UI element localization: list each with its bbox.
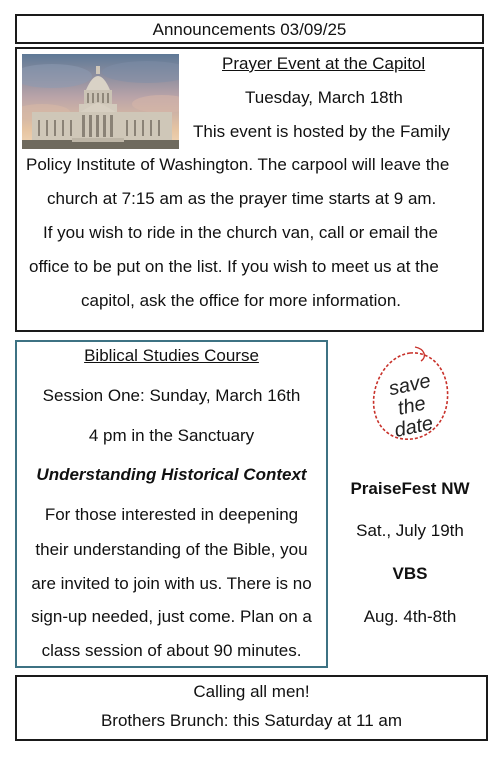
study-course-title: Biblical Studies Course — [84, 346, 259, 365]
biblical-studies-section — [15, 340, 328, 668]
vbs-title: VBS — [392, 564, 428, 583]
svg-text:save: save — [386, 369, 433, 401]
prayer-event-title: Prayer Event at the Capitol — [222, 54, 426, 73]
vbs-date: Aug. 4th-8th — [363, 607, 457, 626]
praisefest-date: Sat., July 19th — [356, 521, 464, 540]
study-text-line: their understanding of the Bible, you — [35, 540, 308, 559]
prayer-event-text-line: office to be put on the list. If you wish to meet us at the — [29, 257, 439, 276]
study-text-line: For those interested in deepening — [44, 505, 299, 524]
study-text-line: are invited to join with us. There is no — [31, 574, 312, 593]
save-the-date-section — [335, 340, 485, 668]
prayer-event-text-line: This event is hosted by the Family — [193, 122, 451, 141]
prayer-event-section — [15, 47, 484, 332]
mens-brunch-detail: Brothers Brunch: this Saturday at 11 am — [100, 711, 403, 730]
study-subtitle: Understanding Historical Context — [36, 465, 307, 484]
prayer-event-text-line: church at 7:15 am as the prayer time starts at 9 am. — [47, 189, 437, 208]
study-text-line: class session of about 90 minutes. — [41, 641, 302, 660]
prayer-event-text-line: Policy Institute of Washington. The carpool will leave the — [26, 155, 450, 174]
prayer-event-text-line: If you wish to ride in the church van, call or email the — [43, 223, 438, 242]
prayer-event-text-line: capitol, ask the office for more information. — [81, 291, 402, 310]
mens-brunch-section — [15, 675, 488, 741]
study-session: Session One: Sunday, March 16th — [42, 386, 301, 405]
praisefest-title: PraiseFest NW — [350, 479, 470, 498]
study-text-line: sign-up needed, just come. Plan on a — [31, 607, 312, 626]
prayer-event-date: Tuesday, March 18th — [245, 88, 403, 107]
mens-heading: Calling all men! — [193, 682, 310, 701]
svg-text:the: the — [395, 392, 428, 420]
page-title: Announcements 03/09/25 — [152, 20, 347, 39]
announcements-header — [15, 14, 484, 44]
save-the-date-logo — [365, 345, 455, 450]
study-time-place: 4 pm in the Sanctuary — [88, 426, 255, 445]
svg-text:date: date — [392, 412, 436, 442]
capitol-building-image — [22, 54, 179, 149]
